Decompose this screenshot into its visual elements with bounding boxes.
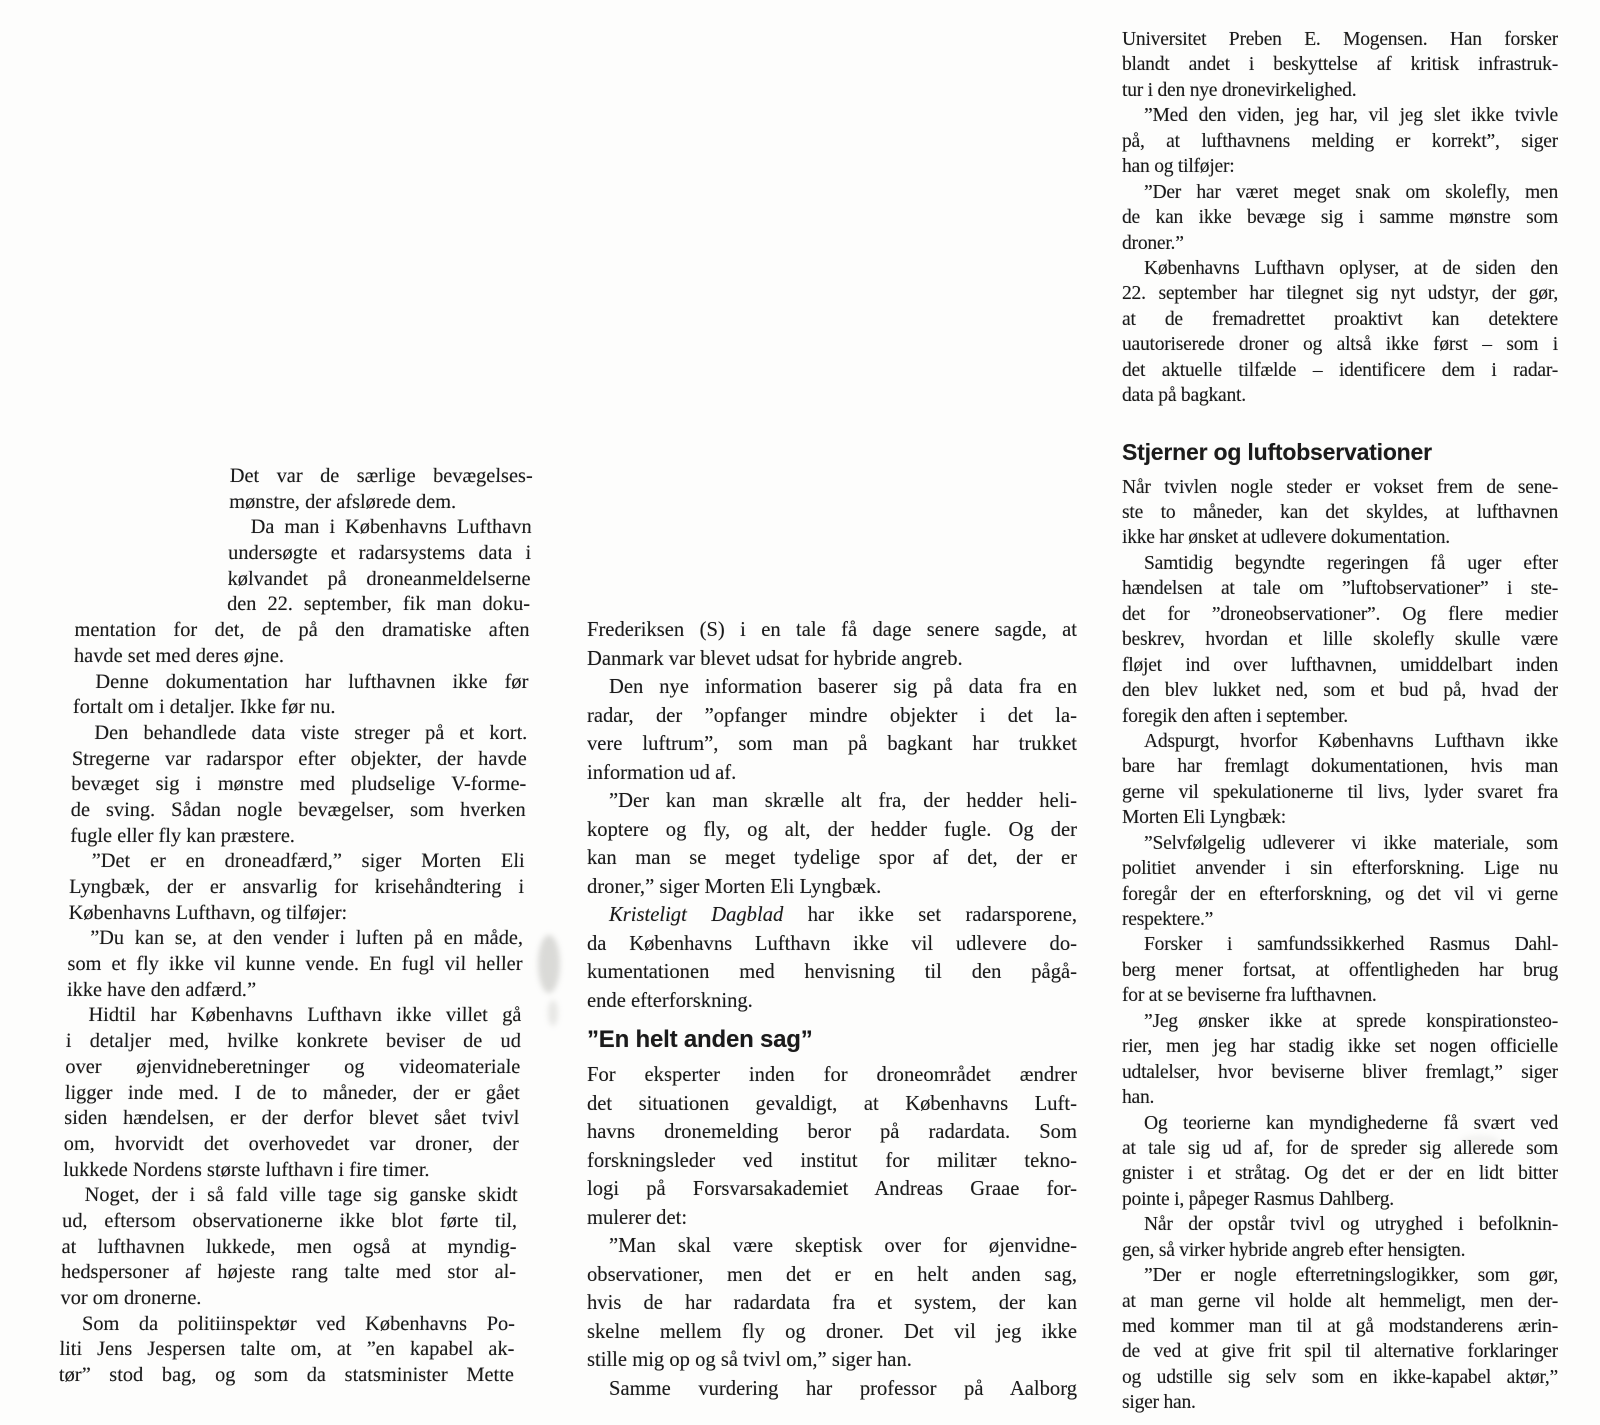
scan-smudge-artifact [548,1000,558,1026]
text-line: hvis de har radardata fra et system, der kan [587,1292,1077,1314]
text-line: tur i den nye dronevirkelighed. [1122,79,1357,101]
text-line [587,901,1077,930]
text-line: de kan ikke bevæge sig i samme mønstre som [1122,207,1558,229]
text-line: i detaljer med, hvilke konkrete beviser de ud [65,1030,522,1053]
text-line: den 22. september, fik man doku- [226,593,531,616]
text-line: Morten Eli Lyngbæk: [1122,807,1286,829]
text-line: data på bagkant. [1122,385,1246,407]
text-line: havde set med deres øjne. [73,644,285,667]
text-line: Universitet Preben E. Mogensen. Han forsker [1122,29,1558,50]
text-line: Stregerne var radarspor efter objekter, der havde [71,747,528,770]
text-line: undersøgte et radarsystems data i [227,542,532,565]
text-line: ”Man skal være skeptisk over for øjenvidne- [609,1235,1077,1257]
text-line: fløjet ind over lufthavnen, umiddelbart inden [1122,654,1558,676]
text-line: droner,” siger Morten Eli Lyngbæk. [587,875,882,898]
text-line: at de fremadrettet proaktivt kan detektere [1122,308,1558,330]
text-line: blandt andet i beskyttelse af kritisk infrastruk- [1122,54,1558,76]
text-line: pointe i, påpeger Rasmus Dahlberg. [1122,1188,1394,1210]
text-line: For eksperter inden for droneområdet ændrer [587,1064,1077,1086]
text-line: Det var de særlige bevægelses- [229,465,533,487]
text-line: Samtidig begyndte regeringen få uger efter [1144,552,1558,574]
text-line: ”Du kan se, at den vender i luften på en måde, [89,927,524,950]
text-line: han og tilføjer: [1122,156,1235,178]
text-line: ud, eftersom observationerne ikke blot førte til, [61,1209,518,1232]
text-line: det aktuelle tilfælde – identificere dem i radar- [1122,359,1558,381]
text-line: beskrev, hvordan et lille skolefly skulle være [1122,629,1558,651]
text-line: Som da politiinspektør ved Københavns Po- [81,1312,516,1335]
text-line: at man gerne vil holde alt hemmeligt, men der- [1122,1290,1558,1312]
text-line: information ud af. [587,761,737,784]
text-line: Da man i Københavns Lufthavn [250,516,532,539]
text-line: tør” stod bag, og som da statsminister Mette [58,1364,515,1387]
text-line: Når der opstår tvivl og utryghed i befolknin- [1144,1214,1558,1236]
article-column-2 [587,616,1077,1403]
text-line: Adspurgt, hvorfor Københavns Lufthavn ikke [1144,730,1558,752]
text-line: ikke have den adfærd.” [66,978,257,1001]
text-line: Når tvivlen nogle steder er vokset frem de sene- [1122,476,1558,498]
text-segment: har ikke set radarsporene, [783,904,1077,926]
text-line: Den nye information baserer sig på data fra en [609,676,1077,698]
text-line: observationer, men det er en helt anden sag, [587,1263,1077,1286]
text-line: ”Selvfølgelig udleverer vi ikke materiale, som [1144,832,1558,854]
text-line: den blev lukket ned, som et bud på, hvad der [1122,680,1558,702]
text-line: ”Med den viden, jeg har, vil jeg slet ikke tvivle [1144,105,1558,127]
text-line: for at se beviserne fra lufthavnen. [1122,985,1377,1007]
text-line: Københavns Lufthavn oplyser, at de siden den [1144,257,1558,279]
text-line: Og teorierne kan myndighederne få svært ved [1144,1112,1558,1134]
text-line: logi på Forsvarsakademiet Andreas Graae for- [587,1178,1077,1200]
text-line: hedspersoner af højeste rang talte med stor al- [60,1261,517,1284]
text-line: kan man se meget tydelige spor af det, der er [587,847,1077,869]
text-line: gerne vil spekulationerne til livs, lyder svaret fra [1122,781,1558,803]
text-line: gnister i et stråtag. Og det er der en lidt bitter [1122,1163,1558,1185]
article-column-1 [59,464,533,1389]
text-line: Noget, der i så fald ville tage sig ganske skidt [84,1184,518,1207]
text-line: rier, men jeg har stadig ikke set nogen officielle [1122,1036,1558,1058]
publication-name-italic: Kristeligt Dagblad [609,904,784,926]
text-line: Danmark var blevet udsat for hybride angreb. [587,647,963,670]
scan-smudge-artifact [538,935,560,993]
text-line: vere luftrum”, som man på bagkant har trukket [587,733,1077,755]
text-line: om, hvorvidt det overhovedet var droner, der [63,1132,519,1155]
text-line: ste to måneder, kan det skyldes, at lufthavnen [1122,502,1558,523]
text-line: havns dronemelding beror på radardata. Som [587,1121,1077,1143]
text-line: det for ”droneobservationer”. Og flere medier [1122,603,1558,625]
text-line: bevæget sig i mønstre med pludselige V-forme- [71,773,527,796]
text-line: foregår der en efterforskning, og det vil vi gerne [1122,883,1558,905]
text-line: bare har fremlagt dokumentationen, hvis man [1122,756,1558,778]
text-line: mønstre, der afslørede dem. [228,490,457,513]
text-line: de ved at give frit spil til alternative forklaringer [1122,1341,1558,1363]
text-line: og udstille sig selv som en ikke-kapabel aktør,” [1122,1366,1558,1388]
text-line: forskningsleder ved institut for militær tekno- [587,1149,1077,1172]
text-line: at lufthavnen lukkede, men også at myndig- [61,1235,517,1258]
text-line: da Københavns Lufthavn ikke vil udlevere do- [587,932,1077,955]
text-line: lukkede Nordens største lufthavn i fire timer. [62,1158,430,1181]
text-line: fortalt om i detaljer. Ikke før nu. [72,696,336,719]
text-line: ”Der har været meget snak om skolefly, men [1144,181,1558,203]
text-line: at tale sig ud af, for de spreder sig allerede som [1122,1137,1558,1159]
text-line: skelne mellem fly og droner. Det vil jeg ikke [587,1320,1077,1343]
text-line: berg mener fortsat, at offentligheden har brug [1122,959,1558,981]
text-line: kumentationen med henvisning til den pågå- [587,961,1077,983]
text-line: respektere.” [1122,909,1214,930]
text-line: som et fly ikke vil kunne vende. En fugl vil heller [67,953,523,976]
text-line: ”Der er nogle efterretningslogikker, som gør, [1144,1265,1558,1287]
text-line: ligger inde med. I de to måneder, der er gået [64,1081,521,1104]
text-line: siden hændelsen, er der derfor blevet sået tvivl [64,1107,520,1130]
text-line: vor om dronerne. [60,1287,202,1309]
text-line: foregik den aften i september. [1122,705,1348,727]
text-line: droner.” [1122,232,1184,254]
text-line: ende efterforskning. [587,989,753,1012]
text-line: Denne dokumentation har lufthavnen ikke før [95,670,529,693]
text-line: politiet anvender i sin efterforskning. Lige nu [1122,858,1558,880]
text-line: Hidtil har Københavns Lufthavn ikke villet gå [88,1004,522,1027]
section-heading: Stjerner og luftobservationer [1122,438,1432,465]
text-line: ”Der kan man skrælle alt fra, der hedder heli- [609,790,1077,812]
text-line: over øjenvidneberetninger og videomateriale [65,1055,521,1078]
text-line: fugle eller fly kan præstere. [69,824,296,847]
text-line: mentation for det, de på den dramatiske aften [74,619,530,642]
text-line: koptere og fly, og alt, der hedder fugle. Og der [587,818,1077,841]
text-line: han. [1122,1087,1155,1109]
text-line: radar, der ”opfanger mindre objekter i det la- [587,704,1077,727]
text-line: det situationen gevaldigt, at Københavns Luft- [587,1092,1077,1115]
text-line: gen, så virker hybride angreb efter hensigten. [1122,1239,1466,1261]
text-line: de sving. Sådan nogle bevægelser, som hverken [70,798,526,821]
text-line: Forsker i samfundssikkerhed Rasmus Dahl- [1144,934,1558,956]
text-line: Den behandlede data viste streger på et kort. [94,721,528,744]
text-line: kølvandet på droneanmeldelserne [227,567,531,590]
text-line: 22. september har tilegnet sig nyt udstyr, der gør, [1122,283,1558,305]
text-line: siger han. [1122,1392,1196,1414]
text-line: Lyngbæk, der er ansvarlig for krisehåndtering i [68,876,525,898]
section-heading: ”En helt anden sag” [587,1026,813,1053]
text-line: udtalelser, hvor beviserne bliver fremlagt,” siger [1122,1061,1558,1083]
text-line: Samme vurdering har professor på Aalborg [609,1377,1077,1400]
article-column-3 [1122,27,1558,1416]
text-line: mulerer det: [587,1206,688,1229]
text-line: hændelsen at tale om ”luftobservationer” i ste- [1122,578,1558,600]
text-line: med kommer man til at gå modstanderens ærin- [1122,1316,1558,1337]
text-line: Københavns Lufthavn, og tilføjer: [68,901,348,924]
text-line: ”Jeg ønsker ikke at sprede konspirationsteo- [1144,1010,1558,1032]
text-line: stille mig op og så tvivl om,” siger han. [587,1349,912,1371]
text-line: ikke har ønsket at udlevere dokumentation. [1122,527,1450,549]
scan-smudge-artifact [1460,1135,1500,1149]
text-line: på, at lufthavnens melding er korrekt”, siger [1122,130,1558,152]
text-line: Frederiksen (S) i en tale få dage senere sagde, at [587,619,1077,641]
text-line: ”Det er en droneadfærd,” siger Morten Eli [91,850,525,873]
text-line: liti Jens Jespersen talte om, at ”en kapabel ak- [59,1338,515,1361]
text-line: uautoriserede droner og altså ikke først – som i [1122,334,1558,356]
